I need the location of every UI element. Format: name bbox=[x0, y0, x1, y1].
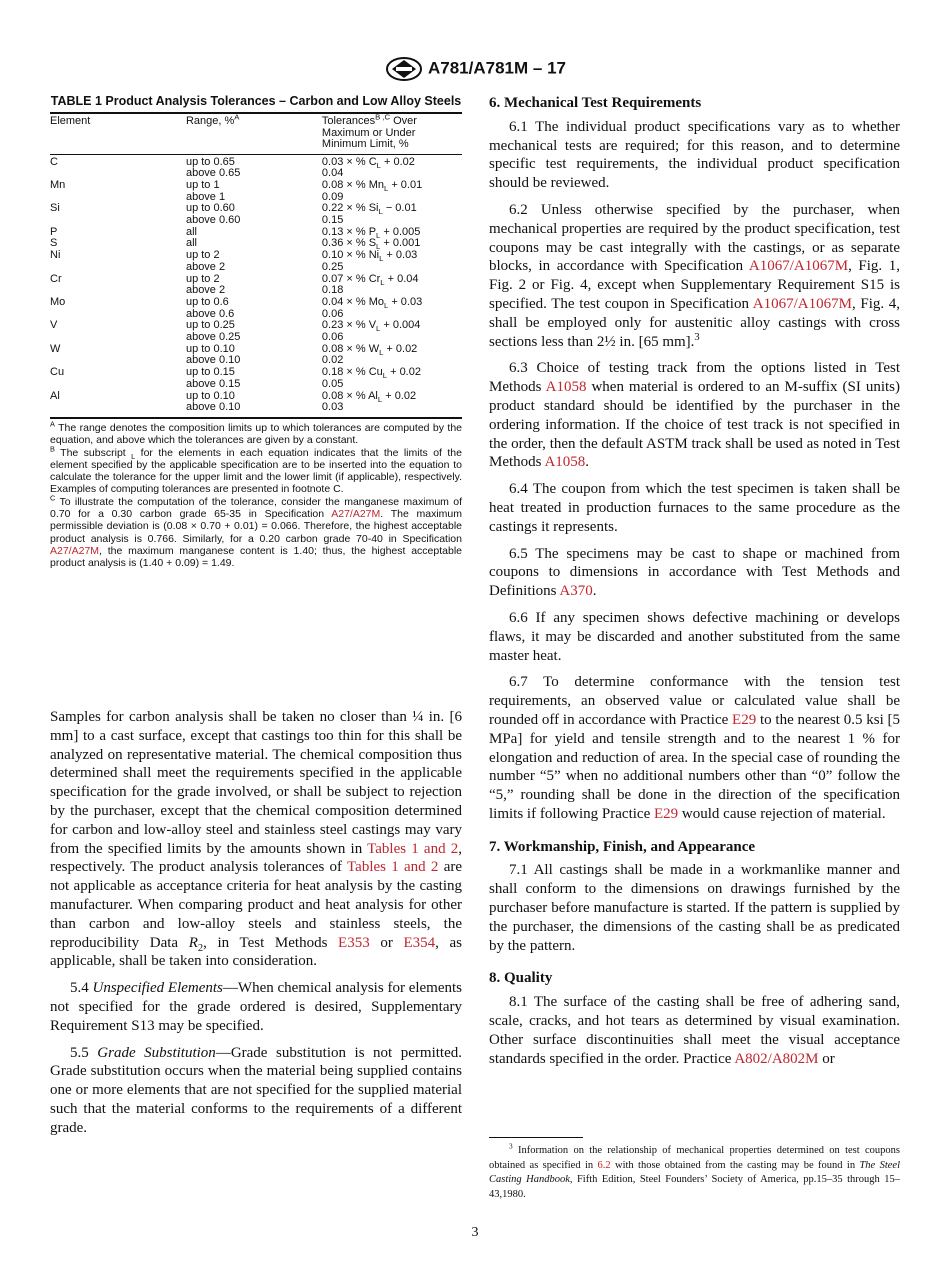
element-cell: C bbox=[50, 155, 58, 168]
element-cell: Mo bbox=[50, 295, 66, 308]
tolerance-constant: + 0.02 bbox=[383, 342, 418, 355]
paragraph bbox=[489, 993, 900, 1068]
tolerance-formula: 0.10 × % Ni bbox=[321, 249, 380, 262]
tolerance-constant: + 0.02 bbox=[387, 366, 421, 379]
element-cell bbox=[50, 379, 186, 391]
range-cell: up to 0.60 bbox=[185, 202, 235, 215]
range-cell: up to 1 bbox=[185, 178, 220, 191]
tolerance-formula: 0.09 bbox=[321, 190, 344, 203]
range-cell: above 0.10 bbox=[185, 401, 241, 414]
text-run: , in Test Methods bbox=[203, 934, 339, 951]
table-row bbox=[50, 320, 462, 332]
cross-reference-link[interactable]: A27/A27M bbox=[331, 508, 381, 521]
cross-reference-link[interactable]: A1067/A1067M bbox=[748, 258, 849, 275]
table-title: TABLE 1 Product Analysis Tolerances – Carbon and Low Alloy Steels bbox=[50, 94, 462, 108]
text-run: Samples for carbon analysis shall be taken no closer than ¼ in. [6 mm] to a cast surface, except that castings too thin for this shall be analyzed on representative material. The chemical composition thus determined shall meet the requirements specified in the applicable specification for the grade involved, or shall be subject to rejection by the purchaser, except that the chemical composition determined for carbon and low-alloy steel and stainless steel castings may vary from the specified limits by the amounts shown in bbox=[50, 709, 462, 857]
superscript: 3 bbox=[694, 331, 700, 343]
limit-subscript: L bbox=[378, 207, 383, 217]
element-cell bbox=[50, 355, 186, 367]
text-run: The subscript bbox=[54, 446, 132, 459]
paragraph bbox=[489, 201, 900, 351]
tolerance-constant: + 0.01 bbox=[388, 178, 423, 191]
italic-text: The Steel Casting Handbook bbox=[489, 1159, 901, 1185]
page-footnotes bbox=[489, 1115, 900, 1202]
cross-reference-link[interactable]: A802/A802M bbox=[734, 1050, 819, 1067]
paragraph bbox=[50, 979, 462, 1035]
cross-reference-link[interactable]: A1067/A1067M bbox=[752, 295, 852, 312]
tolerance-formula: 0.02 bbox=[321, 354, 344, 367]
range-cell: above 0.6 bbox=[185, 307, 235, 320]
column-header bbox=[186, 113, 322, 154]
tolerance-formula: 0.18 × % Cu bbox=[321, 366, 383, 379]
element-cell: Cr bbox=[50, 272, 62, 285]
tolerance-constant: + 0.03 bbox=[388, 295, 423, 308]
text-run: 6.3 Choice of testing track from the options listed in Test Methods bbox=[489, 360, 900, 396]
range-cell: all bbox=[185, 225, 197, 238]
text-run: , Fig. 1, Fig. 2 or Fig. 4, except when Supplementary Requirement S15 is specified. The test coupon in Specification bbox=[489, 258, 900, 312]
paragraph bbox=[50, 1044, 462, 1138]
tolerance-formula: 0.03 × % C bbox=[321, 155, 377, 168]
text-run: —Grade substitution is not permitted. Grade substitution occurs when the material being supplied contains one or more elements that are not specified for the supplied material such that the material conforms to the requirements of a different grade. bbox=[50, 1044, 462, 1136]
tolerance-formula: 0.13 × % P bbox=[321, 225, 377, 238]
tolerance-formula: 0.08 × % Al bbox=[321, 389, 378, 402]
paragraph bbox=[489, 673, 900, 823]
column-header-label: Range, % bbox=[185, 115, 235, 127]
range-cell: above 0.10 bbox=[185, 354, 241, 367]
element-cell: V bbox=[50, 319, 58, 332]
range-cell: up to 0.65 bbox=[185, 155, 235, 168]
tolerance-constant: + 0.04 bbox=[384, 272, 419, 285]
cross-reference-link[interactable]: E353 bbox=[338, 934, 370, 951]
range-cell: above 0.65 bbox=[185, 167, 241, 180]
italic-text: R bbox=[188, 934, 198, 951]
tolerance-formula: 0.04 × % Mo bbox=[321, 295, 384, 308]
superscript: A bbox=[50, 419, 55, 429]
table-row bbox=[50, 402, 462, 418]
superscript: B bbox=[50, 444, 55, 454]
cross-reference-link[interactable]: 6.2 bbox=[597, 1159, 611, 1171]
cross-reference-link[interactable]: A370 bbox=[559, 583, 593, 600]
paragraph bbox=[489, 609, 900, 665]
table-row bbox=[50, 180, 462, 192]
italic-text: Unspecified Elements bbox=[92, 980, 223, 997]
tolerance-formula: 0.06 bbox=[321, 307, 344, 320]
footnote-rule bbox=[489, 1137, 583, 1138]
text-run: —When chemical analysis for elements not specified for the grade ordered is desired, Supplementary Requirement S13 may be specified. bbox=[50, 980, 463, 1034]
text-run: or bbox=[818, 1050, 835, 1067]
range-cell: above 2 bbox=[185, 260, 226, 273]
limit-subscript: L bbox=[382, 371, 388, 381]
table-footnotes bbox=[50, 419, 462, 570]
cross-reference-link[interactable]: A1058 bbox=[545, 379, 587, 396]
tolerance-formula: 0.08 × % W bbox=[321, 342, 380, 355]
table-row bbox=[50, 203, 462, 215]
element-cell bbox=[50, 332, 186, 344]
text-run: Information on the relationship of mechanical properties determined on test coupons obtained as specified in bbox=[489, 1145, 900, 1171]
designation: A781/A781M – 17 bbox=[428, 58, 566, 78]
table-row bbox=[50, 344, 462, 356]
tolerance-constant: + 0.005 bbox=[380, 225, 421, 238]
cross-reference-link[interactable]: E29 bbox=[732, 711, 757, 728]
text-run: when material is ordered to an M-suffix (SI units) product standard should be identified by the purchaser in the ordering information. If the choice of test track is not specified in the order, then the default ASTM track shall be used as noted in Test Methods bbox=[489, 379, 900, 471]
text-run: 6.4 The coupon from which the test specimen is taken shall be heat treated in production furnaces to the same procedure as the castings it represents. bbox=[489, 481, 900, 535]
range-cell: up to 0.10 bbox=[185, 389, 235, 402]
column-header-label: Element bbox=[50, 115, 91, 127]
cross-reference-link[interactable]: A1058 bbox=[544, 454, 586, 471]
element-cell: Cu bbox=[50, 366, 65, 379]
text-run: , as applicable, shall be taken into consideration. bbox=[50, 934, 462, 970]
paragraph bbox=[50, 708, 462, 971]
text-run: are not applicable as acceptance criteria for heat analysis by the casting manufacturer. When comparing product and heat analysis for other than carbon and low-alloy steels and stainless steels, the reproducibility Data bbox=[50, 859, 463, 951]
text-run: 6.7 To determine conformance with the tension test requirements, an observed value or calculated value shall be rounded off in accordance with Practice bbox=[489, 674, 900, 728]
table-footnote bbox=[50, 444, 462, 496]
limit-subscript: L bbox=[376, 324, 381, 334]
text-run: The range denotes the composition limits up to which tolerances are computed by the equation, and above which the tolerances are given by a constant. bbox=[50, 421, 462, 447]
element-cell: W bbox=[50, 342, 61, 355]
paragraph bbox=[489, 545, 900, 601]
element-cell bbox=[50, 168, 186, 180]
italic-text: Grade Substitution bbox=[97, 1044, 216, 1061]
paragraph bbox=[489, 480, 900, 536]
column-header-label-cont: Over Maximum or Under Minimum Limit, % bbox=[321, 115, 417, 150]
tolerance-formula: 0.03 bbox=[321, 401, 344, 414]
tolerance-constant: + 0.03 bbox=[383, 249, 418, 262]
cross-reference-link[interactable]: E354 bbox=[403, 934, 436, 951]
text-run: or bbox=[369, 934, 404, 951]
limit-subscript: L bbox=[379, 347, 384, 357]
element-cell: Mn bbox=[50, 178, 66, 191]
paragraph bbox=[489, 359, 900, 472]
table-1-block bbox=[50, 94, 462, 570]
text-run: 7.1 All castings shall be made in a workmanlike manner and shall conform to the dimensions on drawings furnished by the purchaser before manufacture is started. If the pattern is supplied by the purchaser, the dimensions of the casting shall be as predicated by the pattern. bbox=[489, 862, 900, 954]
section-heading: 7. Workmanship, Finish, and Appearance bbox=[489, 838, 756, 855]
text-run: 5.5 bbox=[70, 1044, 98, 1061]
element-cell: Ni bbox=[50, 249, 61, 262]
tolerance-formula: 0.05 bbox=[321, 377, 344, 390]
table-row bbox=[50, 274, 462, 286]
table-footnote bbox=[50, 493, 462, 570]
limit-subscript: L bbox=[377, 394, 383, 404]
table-row bbox=[50, 154, 462, 168]
text-run: 5.4 bbox=[70, 980, 93, 997]
limit-subscript: L bbox=[383, 301, 389, 311]
section-heading: 6. Mechanical Test Requirements bbox=[489, 95, 702, 111]
column-header bbox=[322, 113, 462, 154]
tolerance-formula: 0.36 × % S bbox=[321, 237, 377, 250]
text-run: 6.6 If any specimen shows defective machining or develops flaws, it may be discarded and another substituted from the same master heat. bbox=[489, 609, 900, 664]
astm-logo-icon bbox=[384, 56, 424, 82]
text-run: . The maximum permissible deviation is (0.08 × 0.70 + 0.01) = 0.066. Therefore, the highest acceptable product analysis is 0.766. Similarly, for a 0.20 carbon grade 70-40 in Specification bbox=[50, 508, 462, 545]
superscript: 3 bbox=[509, 1141, 513, 1151]
range-cell: up to 0.6 bbox=[185, 295, 229, 308]
tolerance-formula: 0.07 × % Cr bbox=[321, 272, 381, 285]
range-cell: above 0.60 bbox=[185, 214, 241, 227]
page-header bbox=[0, 56, 950, 82]
text-run: , Fifth Edition, Steel Founders’ Society of America, pp.15–35 through 15–43,1980. bbox=[489, 1174, 900, 1200]
tolerance-constant: + 0.02 bbox=[382, 389, 417, 402]
range-cell: up to 2 bbox=[185, 272, 220, 285]
footnote-3 bbox=[489, 1141, 901, 1202]
column-header bbox=[50, 113, 186, 154]
tolerance-formula: 0.18 bbox=[321, 284, 344, 297]
superscript: C bbox=[50, 493, 56, 503]
text-run: 6.5 The specimens may be cast to shape or machined from coupons to dimensions in accordance with Test Methods and Definitions bbox=[489, 545, 900, 600]
text-run: . bbox=[585, 454, 590, 471]
tolerance-formula: 0.25 bbox=[321, 260, 344, 273]
cross-reference-link[interactable]: Tables 1 and 2 bbox=[367, 840, 459, 857]
element-cell bbox=[50, 402, 186, 418]
column-header-label: Tolerances bbox=[321, 115, 376, 127]
text-run: with those obtained from the casting may be found in bbox=[610, 1159, 860, 1171]
element-cell bbox=[50, 309, 186, 321]
limit-subscript: L bbox=[376, 160, 381, 170]
tolerance-formula: 0.08 × % Mn bbox=[321, 178, 384, 191]
text-run: to the nearest 0.5 ksi [5 MPa] for yield and tensile strength and to the nearest 1 % for elongation and reduction of area. In the special case of rounding the number “5” when no additional numbers other than “0” follow the “5,” rounding shall be done in the direction of the specification limits if following Practice bbox=[489, 711, 900, 822]
range-cell: above 2 bbox=[185, 284, 226, 297]
subscript: 2 bbox=[197, 942, 204, 954]
tolerance-formula: 0.15 bbox=[321, 214, 344, 227]
tolerance-formula: 0.22 × % Si bbox=[321, 202, 379, 215]
element-cell: P bbox=[50, 225, 58, 238]
range-cell: up to 0.25 bbox=[185, 319, 235, 332]
tolerance-formula: 0.04 bbox=[321, 167, 344, 180]
tolerance-formula: 0.23 × % V bbox=[321, 319, 377, 332]
tolerance-constant: − 0.01 bbox=[382, 202, 417, 215]
paragraph bbox=[489, 118, 900, 193]
limit-subscript: L bbox=[379, 254, 384, 264]
page-number: 3 bbox=[471, 1225, 479, 1240]
text-run: 6.2 Unless otherwise specified by the purchaser, when mechanical properties are required by the product specification, test coupons may be cast integrally with the castings, or as separate blocks, in accordance with Specification bbox=[489, 201, 900, 275]
text-run: 6.1 The individual product specifications vary as to whether mechanical tests are required; for this reason, and to determine specific test requirements, the individual product specification should be reviewed. bbox=[489, 118, 900, 192]
tolerance-constant: + 0.02 bbox=[380, 155, 415, 168]
limit-subscript: L bbox=[376, 230, 381, 240]
tolerance-formula: 0.06 bbox=[321, 331, 344, 344]
text-run: To illustrate the computation of the tolerance, consider the manganese maximum of 0.70 for a 0.30 carbon grade 65-35 in Specification bbox=[50, 495, 462, 521]
text-run: , the maximum manganese content is 1.40; thus, the highest acceptable product analysis is (1.40 + 0.09) = 1.49. bbox=[50, 544, 462, 570]
cross-reference-link[interactable]: Tables 1 and 2 bbox=[347, 859, 439, 876]
tolerance-constant: + 0.001 bbox=[380, 237, 421, 250]
range-cell: all bbox=[185, 237, 197, 250]
right-column-text bbox=[489, 94, 900, 1076]
text-run: , Fig. 4, shall be employed only for austenitic alloy castings with cross sections less than 2½ in. [65 mm]. bbox=[489, 295, 901, 350]
column-header-note: B ,C bbox=[375, 112, 391, 122]
table-row bbox=[50, 367, 462, 379]
cross-reference-link[interactable]: A27/A27M bbox=[50, 544, 100, 557]
text-run: would cause rejection of material. bbox=[678, 805, 886, 822]
limit-subscript: L bbox=[376, 242, 381, 252]
text-run: . bbox=[592, 583, 597, 600]
tolerance-table bbox=[50, 112, 462, 419]
subscript: L bbox=[131, 451, 136, 461]
element-cell: Al bbox=[50, 389, 60, 402]
table-row bbox=[50, 297, 462, 309]
limit-subscript: L bbox=[383, 184, 389, 194]
section-heading: 8. Quality bbox=[489, 970, 553, 987]
range-cell: above 0.15 bbox=[185, 377, 241, 390]
text-run: , respectively. The product analysis tolerances of bbox=[50, 840, 462, 876]
element-cell bbox=[50, 262, 186, 274]
element-cell: Si bbox=[50, 202, 60, 215]
table-footnote bbox=[50, 419, 462, 447]
cross-reference-link[interactable]: E29 bbox=[653, 805, 679, 822]
table-row bbox=[50, 391, 462, 403]
paragraph bbox=[489, 861, 900, 955]
element-cell bbox=[50, 192, 186, 204]
table-row bbox=[50, 250, 462, 262]
range-cell: above 0.25 bbox=[185, 331, 241, 344]
range-cell: up to 0.15 bbox=[185, 366, 235, 379]
column-header-note: A bbox=[234, 112, 240, 122]
tolerance-cell bbox=[322, 402, 462, 418]
left-column-text bbox=[50, 708, 462, 1146]
tolerance-constant: + 0.004 bbox=[380, 319, 421, 332]
range-cell: above 1 bbox=[185, 190, 226, 203]
text-run: 8.1 The surface of the casting shall be free of adhering sand, scale, cracks, and hot tears as determined by visual examination. Other surface discontinuities shall meet the visual acceptance standards specified in the order. Practice bbox=[489, 994, 900, 1067]
range-cell: up to 0.10 bbox=[185, 342, 235, 355]
range-cell: up to 2 bbox=[185, 249, 220, 262]
limit-subscript: L bbox=[380, 277, 385, 287]
element-cell: S bbox=[50, 237, 58, 250]
text-run: for the elements in each equation indicates that the limits of the element specified by the applicable specification are to be inserted into the equation to calculate the tolerance for the upper limit and the lower limit (if applicable), respectively. Examples of computing tolerances are presented in footnote C. bbox=[50, 446, 462, 496]
tolerance-cell bbox=[322, 154, 462, 168]
element-cell bbox=[50, 285, 186, 297]
element-cell bbox=[50, 215, 186, 227]
